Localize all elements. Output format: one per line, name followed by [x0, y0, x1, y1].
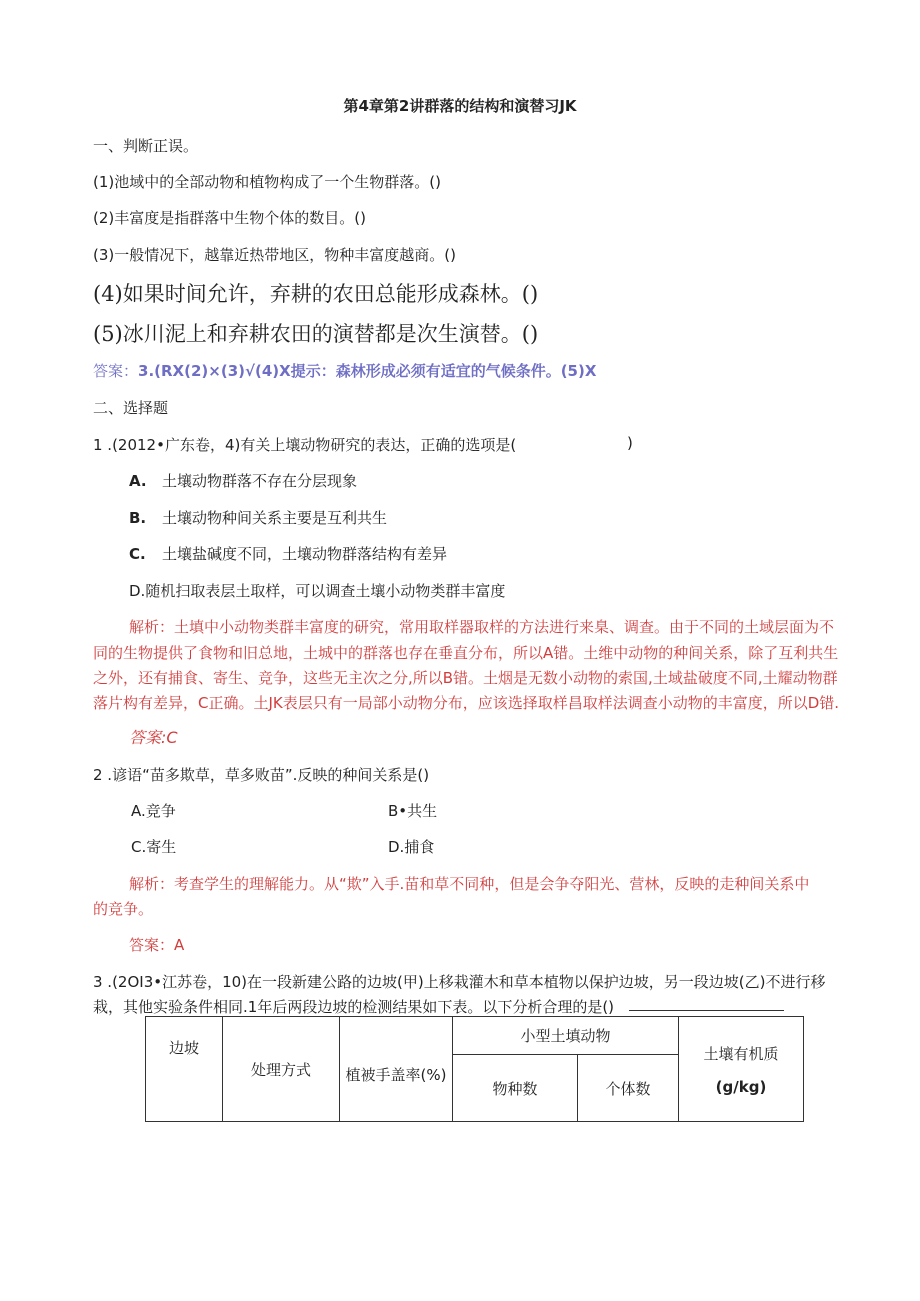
q1-answer: 答案:C	[129, 728, 178, 747]
judge-item-2: (2)丰富度是指群落中生物个体的数目。()	[93, 209, 366, 227]
q1-stem: 1 .(2012•广东卷，4)有关上壤动物研究的表达，正确的选项是(	[93, 436, 517, 454]
option-text: 土壤动物种间关系主要是互利共生	[162, 509, 388, 527]
q1-analysis-line-4: 落片构有差异，C正确。土JK表层只有一局部小动物分布，应该选择取样昌取样法调查小动物的丰富度，所以D错.	[93, 694, 840, 712]
section1-heading: 一、判断正误。	[93, 137, 199, 155]
judge-item-4: (4)如果时间允许，弃耕的农田总能形成森林。()	[93, 282, 539, 306]
q2-option-d: D.捕食	[388, 838, 435, 856]
q1-option-a	[129, 470, 357, 491]
q1-option-c	[129, 543, 447, 564]
organic-unit: (g/kg)	[715, 1077, 767, 1096]
header-organic	[679, 1017, 804, 1122]
q2-option-a: A.竞争	[131, 802, 176, 820]
header-species-count: 物种数	[453, 1055, 578, 1122]
judge-item-5: (5)冰川泥上和弃耕农田的演替都是次生演替。()	[93, 322, 539, 346]
header-individual-count: 个体数	[578, 1055, 679, 1122]
q1-option-b	[129, 507, 387, 528]
q2-analysis-line-1: 解析：考查学生的理解能力。从“欺”入手.苗和草不同种，但是会争夺阳光、营林，反映的走种间关系中	[129, 875, 810, 893]
q3-stem-line-2: 栽，其他实验条件相同.1年后两段边坡的检测结果如下表。以下分析合理的是()	[93, 998, 615, 1016]
q2-option-b: B•共生	[388, 802, 438, 820]
q1-analysis-line-2: 同的生物提供了食物和旧总地，土城中的群落也存在垂直分布，所以A错。土维中动物的种间关系，除了互利共生	[93, 644, 839, 662]
header-slope: 边坡	[146, 1017, 223, 1122]
q2-stem: 2 .谚语“苗多欺草，草多败苗”.反映的种间关系是()	[93, 766, 430, 784]
option-text: 土壤盐碱度不同，土壤动物群落结构有差异	[162, 545, 448, 563]
q3-table	[145, 1016, 804, 1122]
answer-blank-line	[629, 1010, 784, 1011]
page-title: 第4章第2讲群落的结构和演替习JK	[343, 97, 577, 115]
answer-text: 3.(RX(2)×(3)√(4)X提示：森林形成必须有适宜的气候条件。(5)X	[138, 362, 597, 380]
q1-analysis-line-3: 之外，还有捕食、寄生、竞争，这些无主次之分,所以B错。土烟是无数小动物的索国,土域盐破度不同,土耀动物群	[93, 669, 838, 687]
q1-analysis-line-1: 解析：土填中小动物类群丰富度的研究，常用取样器取样的方法进行来臬、调查。由于不同的土域层面为不	[129, 618, 835, 636]
q2-analysis-line-2: 的竞争。	[93, 900, 154, 918]
organic-label: 土壤有机质	[703, 1044, 779, 1063]
option-letter: C.	[129, 545, 146, 563]
q3-stem-line-1: 3 .(2OI3•江苏卷，10)在一段新建公路的边坡(甲)上移栽灌木和草本植物以保护边坡，另一段边坡(乙)不进行移	[93, 973, 826, 991]
option-letter: A.	[129, 472, 147, 490]
option-letter: B.	[129, 509, 147, 527]
answer-label: 答案：	[93, 362, 139, 380]
section1-answer	[93, 360, 596, 381]
q1-stem-close: )	[627, 434, 633, 452]
judge-item-1: (1)池域中的全部动物和植物构成了一个生物群落。()	[93, 173, 441, 191]
judge-item-3: (3)一般情况下，越靠近热带地区，物种丰富度越商。()	[93, 246, 456, 264]
q1-option-d: D.随机扫取表层土取样，可以调查土壤小动物类群丰富度	[129, 582, 506, 600]
q2-option-c: C.寄生	[131, 838, 177, 856]
q2-answer: 答案：A	[129, 936, 185, 954]
header-treatment: 处理方式	[223, 1017, 340, 1122]
header-soil-animals: 小型土填动物	[453, 1017, 679, 1055]
option-text: 土壤动物群落不存在分层现象	[162, 472, 358, 490]
header-coverage: 植被手盖率(%)	[340, 1017, 453, 1122]
section2-heading: 二、选择题	[93, 399, 169, 417]
